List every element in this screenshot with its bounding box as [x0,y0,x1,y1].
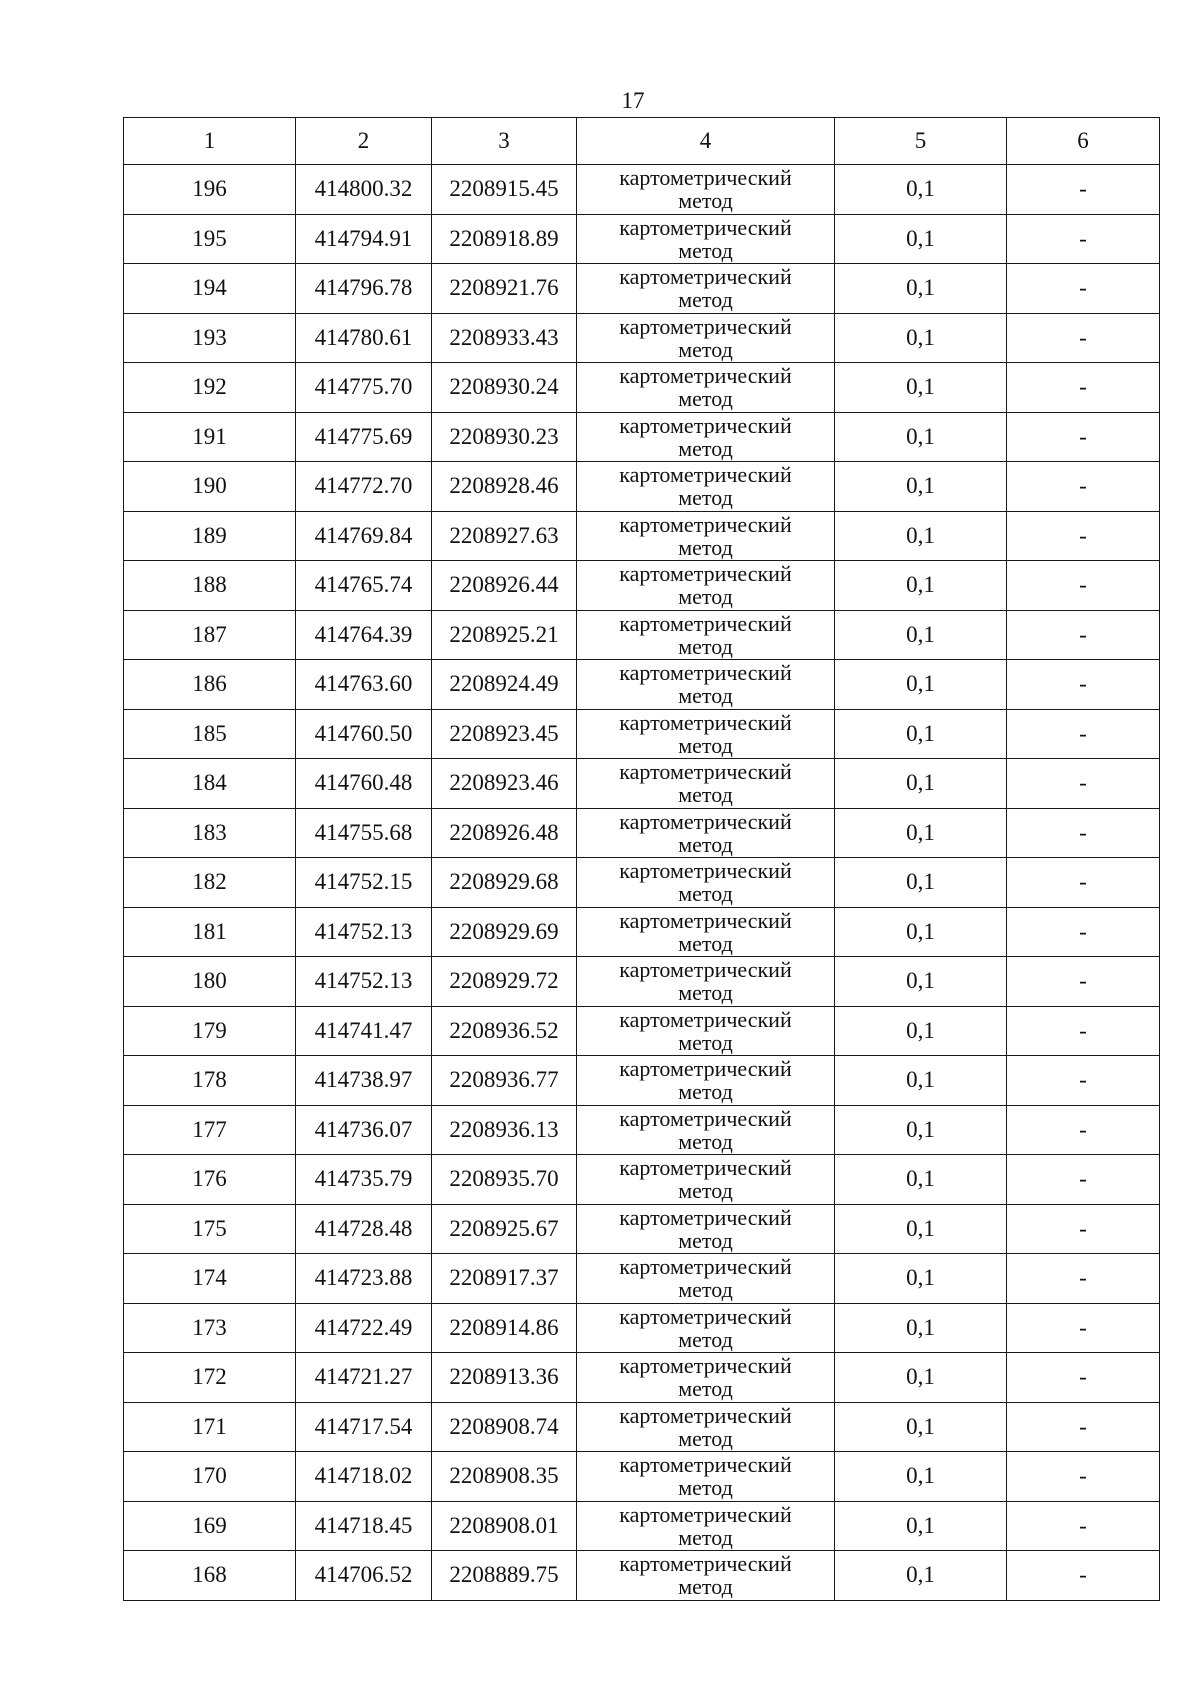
note-cell: - [1007,858,1160,908]
point-number-cell: 175 [124,1204,296,1254]
accuracy-cell: 0,1 [835,1155,1007,1205]
method-line-2: метод [678,1277,733,1303]
y-coordinate-cell: 2208925.21 [432,610,577,660]
y-coordinate-cell: 2208915.45 [432,165,577,215]
method-line-1: картометрический [619,759,792,785]
method-line-2: метод [678,1079,733,1105]
note-cell: - [1007,1056,1160,1106]
column-header: 3 [432,118,577,165]
accuracy-cell: 0,1 [835,907,1007,957]
x-coordinate-cell: 414722.49 [296,1303,432,1353]
method-cell [577,1155,835,1205]
point-number-cell: 173 [124,1303,296,1353]
method-cell [577,511,835,561]
method-line-2: метод [678,1425,733,1451]
table-row [124,1303,1160,1353]
method-cell [577,858,835,908]
method-cell [577,1204,835,1254]
point-number-cell: 185 [124,709,296,759]
method-cell [577,363,835,413]
table-row [124,1452,1160,1502]
method-line-1: картометрический [619,808,792,834]
accuracy-cell: 0,1 [835,214,1007,264]
table-row [124,1056,1160,1106]
table-row [124,808,1160,858]
x-coordinate-cell: 414780.61 [296,313,432,363]
point-number-cell: 172 [124,1353,296,1403]
table-header-row [124,118,1160,165]
method-line-1: картометрический [619,462,792,488]
coordinates-table [123,117,1160,1601]
note-cell: - [1007,759,1160,809]
note-cell: - [1007,363,1160,413]
accuracy-cell: 0,1 [835,610,1007,660]
method-line-2: метод [678,584,733,610]
y-coordinate-cell: 2208908.74 [432,1402,577,1452]
x-coordinate-cell: 414775.69 [296,412,432,462]
x-coordinate-cell: 414735.79 [296,1155,432,1205]
table-row [124,1254,1160,1304]
accuracy-cell: 0,1 [835,858,1007,908]
accuracy-cell: 0,1 [835,759,1007,809]
point-number-cell: 194 [124,264,296,314]
x-coordinate-cell: 414738.97 [296,1056,432,1106]
column-header: 2 [296,118,432,165]
method-line-1: картометрический [619,165,792,191]
accuracy-cell: 0,1 [835,1452,1007,1502]
x-coordinate-cell: 414763.60 [296,660,432,710]
method-line-1: картометрический [619,1353,792,1379]
x-coordinate-cell: 414796.78 [296,264,432,314]
method-line-1: картометрический [619,1204,792,1230]
method-line-1: картометрический [619,561,792,587]
method-line-2: метод [678,1524,733,1550]
method-cell [577,1056,835,1106]
y-coordinate-cell: 2208918.89 [432,214,577,264]
method-line-1: картометрический [619,1056,792,1082]
method-line-2: метод [678,435,733,461]
method-cell [577,660,835,710]
accuracy-cell: 0,1 [835,462,1007,512]
accuracy-cell: 0,1 [835,957,1007,1007]
y-coordinate-cell: 2208889.75 [432,1551,577,1601]
table-row [124,313,1160,363]
note-cell: - [1007,610,1160,660]
point-number-cell: 169 [124,1501,296,1551]
page-number: 17 [621,88,645,113]
method-cell [577,1551,835,1601]
method-cell [577,1501,835,1551]
table-row [124,561,1160,611]
point-number-cell: 188 [124,561,296,611]
y-coordinate-cell: 2208921.76 [432,264,577,314]
note-cell: - [1007,1303,1160,1353]
method-line-2: метод [678,1029,733,1055]
accuracy-cell: 0,1 [835,1204,1007,1254]
method-line-2: метод [678,831,733,857]
method-cell [577,1006,835,1056]
x-coordinate-cell: 414752.13 [296,907,432,957]
method-line-1: картометрический [619,1303,792,1329]
y-coordinate-cell: 2208928.46 [432,462,577,512]
accuracy-cell: 0,1 [835,1006,1007,1056]
note-cell: - [1007,511,1160,561]
method-line-1: картометрический [619,511,792,537]
x-coordinate-cell: 414800.32 [296,165,432,215]
accuracy-cell: 0,1 [835,1402,1007,1452]
table-row [124,412,1160,462]
method-line-2: метод [678,683,733,709]
note-cell: - [1007,808,1160,858]
x-coordinate-cell: 414794.91 [296,214,432,264]
note-cell: - [1007,1105,1160,1155]
y-coordinate-cell: 2208935.70 [432,1155,577,1205]
note-cell: - [1007,1402,1160,1452]
table-row [124,264,1160,314]
accuracy-cell: 0,1 [835,1254,1007,1304]
table-row [124,709,1160,759]
x-coordinate-cell: 414760.50 [296,709,432,759]
y-coordinate-cell: 2208913.36 [432,1353,577,1403]
method-cell [577,759,835,809]
method-line-1: картометрический [619,1452,792,1478]
method-cell [577,709,835,759]
table-row [124,1353,1160,1403]
point-number-cell: 181 [124,907,296,957]
table-row [124,1204,1160,1254]
y-coordinate-cell: 2208917.37 [432,1254,577,1304]
accuracy-cell: 0,1 [835,1056,1007,1106]
y-coordinate-cell: 2208933.43 [432,313,577,363]
x-coordinate-cell: 414752.13 [296,957,432,1007]
x-coordinate-cell: 414765.74 [296,561,432,611]
method-line-2: метод [678,237,733,263]
note-cell: - [1007,264,1160,314]
note-cell: - [1007,1006,1160,1056]
x-coordinate-cell: 414752.15 [296,858,432,908]
method-line-1: картометрический [619,957,792,983]
x-coordinate-cell: 414764.39 [296,610,432,660]
point-number-cell: 189 [124,511,296,561]
table-row [124,759,1160,809]
x-coordinate-cell: 414728.48 [296,1204,432,1254]
method-line-2: метод [678,336,733,362]
method-cell [577,165,835,215]
y-coordinate-cell: 2208923.46 [432,759,577,809]
note-cell: - [1007,412,1160,462]
method-line-2: метод [678,1326,733,1352]
method-line-1: картометрический [619,264,792,290]
y-coordinate-cell: 2208908.35 [432,1452,577,1502]
method-line-2: метод [678,534,733,560]
point-number-cell: 187 [124,610,296,660]
x-coordinate-cell: 414723.88 [296,1254,432,1304]
method-line-1: картометрический [619,313,792,339]
method-line-1: картометрический [619,1105,792,1131]
point-number-cell: 184 [124,759,296,809]
method-cell [577,1303,835,1353]
table-row [124,660,1160,710]
method-line-2: метод [678,1227,733,1253]
method-line-2: метод [678,386,733,412]
method-cell [577,264,835,314]
table-row [124,1402,1160,1452]
accuracy-cell: 0,1 [835,412,1007,462]
note-cell: - [1007,1452,1160,1502]
method-line-2: метод [678,782,733,808]
x-coordinate-cell: 414736.07 [296,1105,432,1155]
column-header: 4 [577,118,835,165]
table-row [124,511,1160,561]
method-cell [577,1105,835,1155]
point-number-cell: 191 [124,412,296,462]
y-coordinate-cell: 2208927.63 [432,511,577,561]
table-row [124,1155,1160,1205]
method-cell [577,907,835,957]
x-coordinate-cell: 414755.68 [296,808,432,858]
method-line-1: картометрический [619,907,792,933]
method-cell [577,313,835,363]
point-number-cell: 196 [124,165,296,215]
table-row [124,1501,1160,1551]
x-coordinate-cell: 414760.48 [296,759,432,809]
note-cell: - [1007,1204,1160,1254]
point-number-cell: 195 [124,214,296,264]
accuracy-cell: 0,1 [835,165,1007,215]
point-number-cell: 186 [124,660,296,710]
method-line-2: метод [678,1574,733,1600]
accuracy-cell: 0,1 [835,264,1007,314]
point-number-cell: 178 [124,1056,296,1106]
note-cell: - [1007,1501,1160,1551]
method-cell [577,610,835,660]
note-cell: - [1007,313,1160,363]
table-row [124,610,1160,660]
point-number-cell: 176 [124,1155,296,1205]
table-row [124,907,1160,957]
method-line-2: метод [678,1128,733,1154]
x-coordinate-cell: 414706.52 [296,1551,432,1601]
point-number-cell: 170 [124,1452,296,1502]
point-number-cell: 171 [124,1402,296,1452]
table-row [124,214,1160,264]
method-cell [577,462,835,512]
method-line-1: картометрический [619,1501,792,1527]
method-line-1: картометрический [619,363,792,389]
y-coordinate-cell: 2208925.67 [432,1204,577,1254]
x-coordinate-cell: 414718.02 [296,1452,432,1502]
column-header: 6 [1007,118,1160,165]
note-cell: - [1007,165,1160,215]
method-cell [577,1254,835,1304]
point-number-cell: 180 [124,957,296,1007]
x-coordinate-cell: 414718.45 [296,1501,432,1551]
table-row [124,957,1160,1007]
method-line-2: метод [678,881,733,907]
method-line-2: метод [678,287,733,313]
note-cell: - [1007,1155,1160,1205]
y-coordinate-cell: 2208929.68 [432,858,577,908]
method-line-1: картометрический [619,412,792,438]
point-number-cell: 168 [124,1551,296,1601]
y-coordinate-cell: 2208914.86 [432,1303,577,1353]
method-line-1: картометрический [619,610,792,636]
accuracy-cell: 0,1 [835,313,1007,363]
y-coordinate-cell: 2208926.48 [432,808,577,858]
note-cell: - [1007,462,1160,512]
note-cell: - [1007,660,1160,710]
point-number-cell: 179 [124,1006,296,1056]
y-coordinate-cell: 2208936.77 [432,1056,577,1106]
y-coordinate-cell: 2208930.24 [432,363,577,413]
point-number-cell: 177 [124,1105,296,1155]
accuracy-cell: 0,1 [835,1303,1007,1353]
note-cell: - [1007,957,1160,1007]
method-line-2: метод [678,732,733,758]
method-line-1: картометрический [619,214,792,240]
table-row [124,1006,1160,1056]
method-line-2: метод [678,485,733,511]
y-coordinate-cell: 2208930.23 [432,412,577,462]
point-number-cell: 174 [124,1254,296,1304]
table-row [124,363,1160,413]
x-coordinate-cell: 414721.27 [296,1353,432,1403]
method-cell [577,957,835,1007]
method-line-1: картометрический [619,1155,792,1181]
method-line-1: картометрический [619,660,792,686]
point-number-cell: 193 [124,313,296,363]
accuracy-cell: 0,1 [835,1551,1007,1601]
accuracy-cell: 0,1 [835,1105,1007,1155]
note-cell: - [1007,1254,1160,1304]
note-cell: - [1007,561,1160,611]
y-coordinate-cell: 2208908.01 [432,1501,577,1551]
x-coordinate-cell: 414775.70 [296,363,432,413]
y-coordinate-cell: 2208926.44 [432,561,577,611]
method-cell [577,412,835,462]
method-line-2: метод [678,1475,733,1501]
method-line-2: метод [678,188,733,214]
accuracy-cell: 0,1 [835,1353,1007,1403]
method-line-1: картометрический [619,1402,792,1428]
table-row [124,858,1160,908]
method-cell [577,1353,835,1403]
note-cell: - [1007,709,1160,759]
x-coordinate-cell: 414741.47 [296,1006,432,1056]
method-line-1: картометрический [619,858,792,884]
table-row [124,1551,1160,1601]
y-coordinate-cell: 2208936.52 [432,1006,577,1056]
accuracy-cell: 0,1 [835,660,1007,710]
method-line-1: картометрический [619,1254,792,1280]
point-number-cell: 190 [124,462,296,512]
method-cell [577,561,835,611]
method-line-2: метод [678,1376,733,1402]
accuracy-cell: 0,1 [835,808,1007,858]
table-row [124,165,1160,215]
method-cell [577,808,835,858]
note-cell: - [1007,907,1160,957]
y-coordinate-cell: 2208929.69 [432,907,577,957]
note-cell: - [1007,214,1160,264]
y-coordinate-cell: 2208924.49 [432,660,577,710]
point-number-cell: 192 [124,363,296,413]
method-line-2: метод [678,633,733,659]
column-header: 1 [124,118,296,165]
note-cell: - [1007,1353,1160,1403]
accuracy-cell: 0,1 [835,709,1007,759]
point-number-cell: 182 [124,858,296,908]
accuracy-cell: 0,1 [835,561,1007,611]
point-number-cell: 183 [124,808,296,858]
y-coordinate-cell: 2208929.72 [432,957,577,1007]
table-body [124,118,1160,1601]
method-line-2: метод [678,1178,733,1204]
method-line-2: метод [678,930,733,956]
method-line-2: метод [678,980,733,1006]
x-coordinate-cell: 414769.84 [296,511,432,561]
y-coordinate-cell: 2208936.13 [432,1105,577,1155]
accuracy-cell: 0,1 [835,363,1007,413]
note-cell: - [1007,1551,1160,1601]
method-line-1: картометрический [619,1006,792,1032]
method-line-1: картометрический [619,709,792,735]
method-line-1: картометрический [619,1551,792,1577]
method-cell [577,1452,835,1502]
table-row [124,1105,1160,1155]
accuracy-cell: 0,1 [835,511,1007,561]
method-cell [577,214,835,264]
x-coordinate-cell: 414717.54 [296,1402,432,1452]
method-cell [577,1402,835,1452]
x-coordinate-cell: 414772.70 [296,462,432,512]
column-header: 5 [835,118,1007,165]
accuracy-cell: 0,1 [835,1501,1007,1551]
table-row [124,462,1160,512]
y-coordinate-cell: 2208923.45 [432,709,577,759]
